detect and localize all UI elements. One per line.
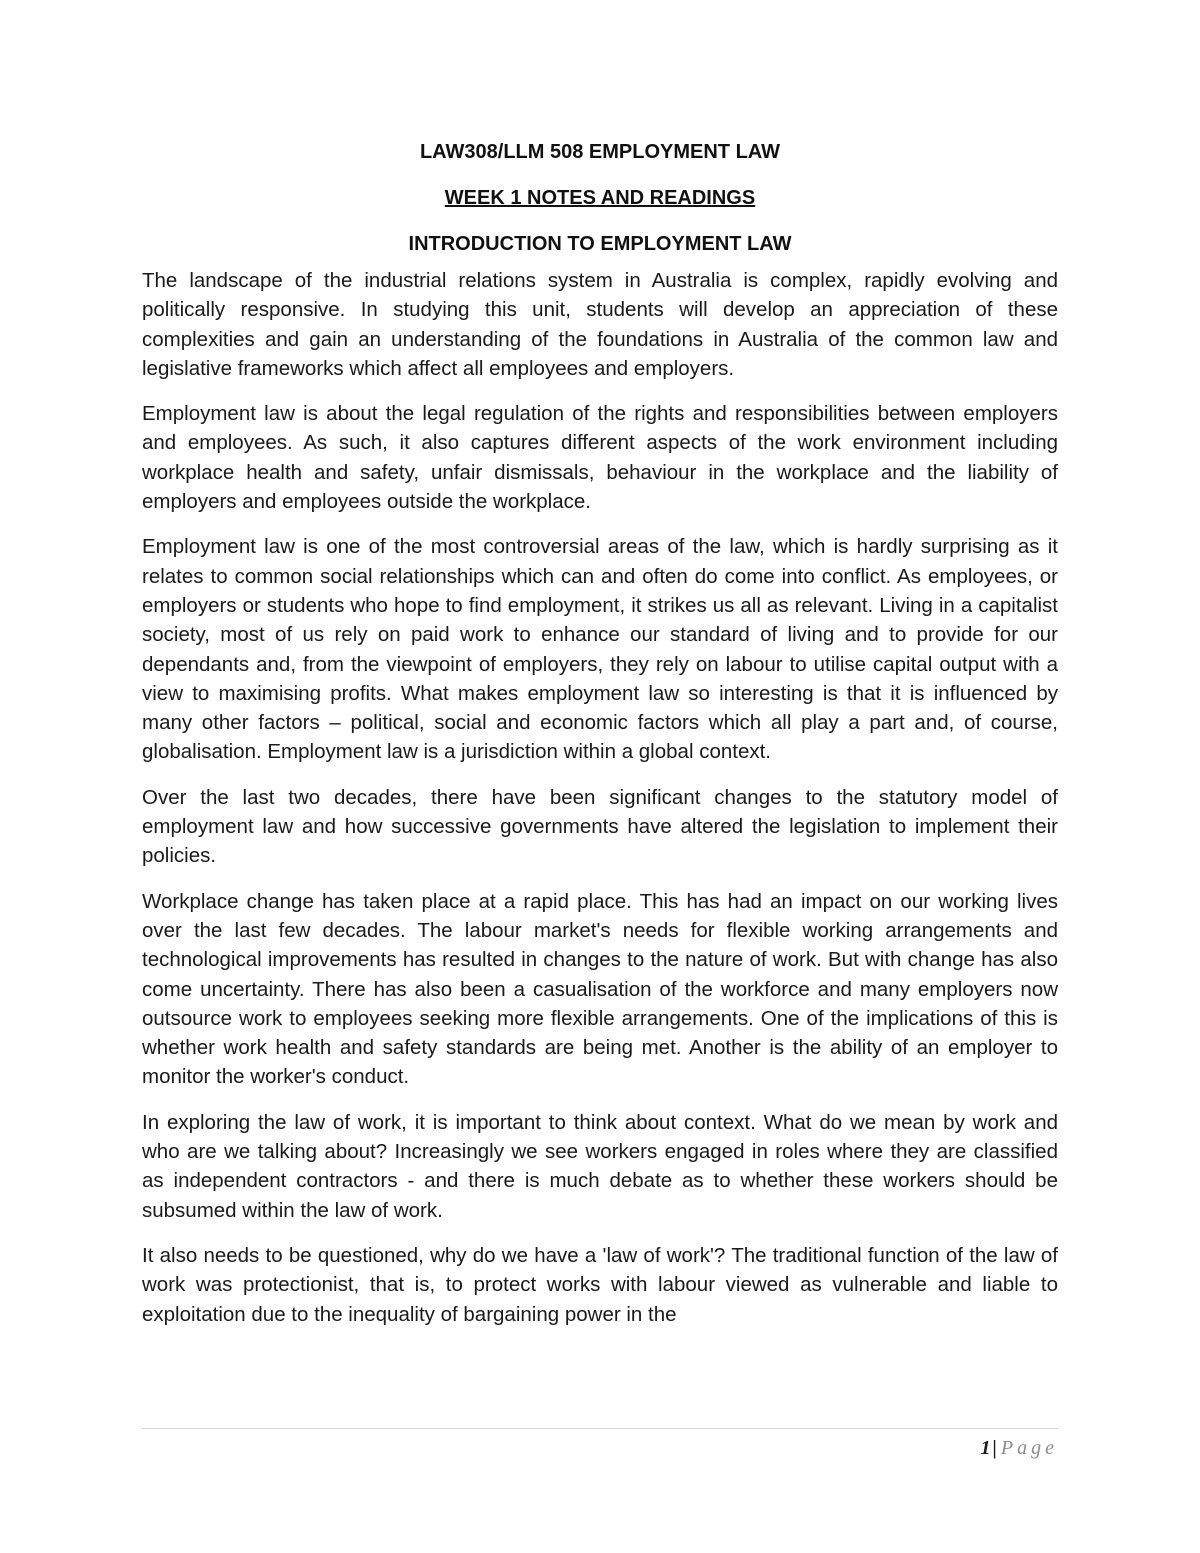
page-body	[142, 138, 1058, 1345]
paragraph-5: Workplace change has taken place at a rapid place. This has had an impact on our working lives over the last few decades. The labour market's needs for flexible working arrangements and technological improvements has resulted in changes to the nature of work. But with change has also come uncertainty. There has also been a casualisation of the workforce and many employers now outsource work to employees seeking more flexible arrangements. One of the implications of this is whether work health and safety standards are being met. Another is the ability of an employer to monitor the worker's conduct.	[142, 889, 1058, 1089]
footer-separator: |	[992, 1437, 997, 1459]
paragraph-4: Over the last two decades, there have been significant changes to the statutory model of employment law and how successive governments have altered the legislation to implement their policies.	[142, 785, 1058, 868]
paragraph-1: The landscape of the industrial relations system in Australia is complex, rapidly evolving and politically responsive. In studying this unit, students will develop an appreciation of these complexities and gain an understanding of the foundations in Australia of the common law and legislative frameworks which affect all employees and employers.	[142, 269, 1058, 380]
paragraph-7: It also needs to be questioned, why do we have a 'law of work'? The traditional function of the law of work was protectionist, that is, to protect works with labour viewed as vulnerable and liable to exploitation due to the inequality of bargaining power in the	[142, 1243, 1058, 1326]
page-footer	[981, 1434, 1059, 1462]
section-title: INTRODUCTION TO EMPLOYMENT LAW	[408, 233, 792, 255]
course-title: LAW308/LLM 508 EMPLOYMENT LAW	[419, 141, 781, 163]
footer-divider	[142, 1428, 1058, 1429]
page-number: 1	[980, 1437, 991, 1459]
page-label: Page	[1000, 1437, 1058, 1459]
paragraph-6: In exploring the law of work, it is important to think about context. What do we mean by work and who are we talking about? Increasingly we see workers engaged in roles where they are classified as independent contractors - and there is much debate as to whether these workers should be subsumed within the law of work.	[142, 1110, 1058, 1222]
paragraph-2: Employment law is about the legal regulation of the rights and responsibilities between employers and employees. As such, it also captures different aspects of the work environment including workplace health and safety, unfair dismissals, behaviour in the workplace and the liability of employers and employees outside the workplace.	[142, 402, 1058, 514]
paragraph-3: Employment law is one of the most controversial areas of the law, which is hardly surprising as it relates to common social relationships which can and often do come into conflict. As employees, or employers or students who hope to find employment, it strikes us all as relevant. Living in a capitalist society, most of us rely on paid work to enhance our standard of living and to provide for our dependants and, from the viewpoint of employers, they rely on labour to utilise capital output with a view to maximising profits. What makes employment law so interesting is that it is influenced by many other factors – political, social and economic factors which all play a part and, of course, globalisation. Employment law is a jurisdiction within a global context.	[142, 535, 1058, 764]
week-title: WEEK 1 NOTES AND READINGS	[444, 187, 756, 209]
